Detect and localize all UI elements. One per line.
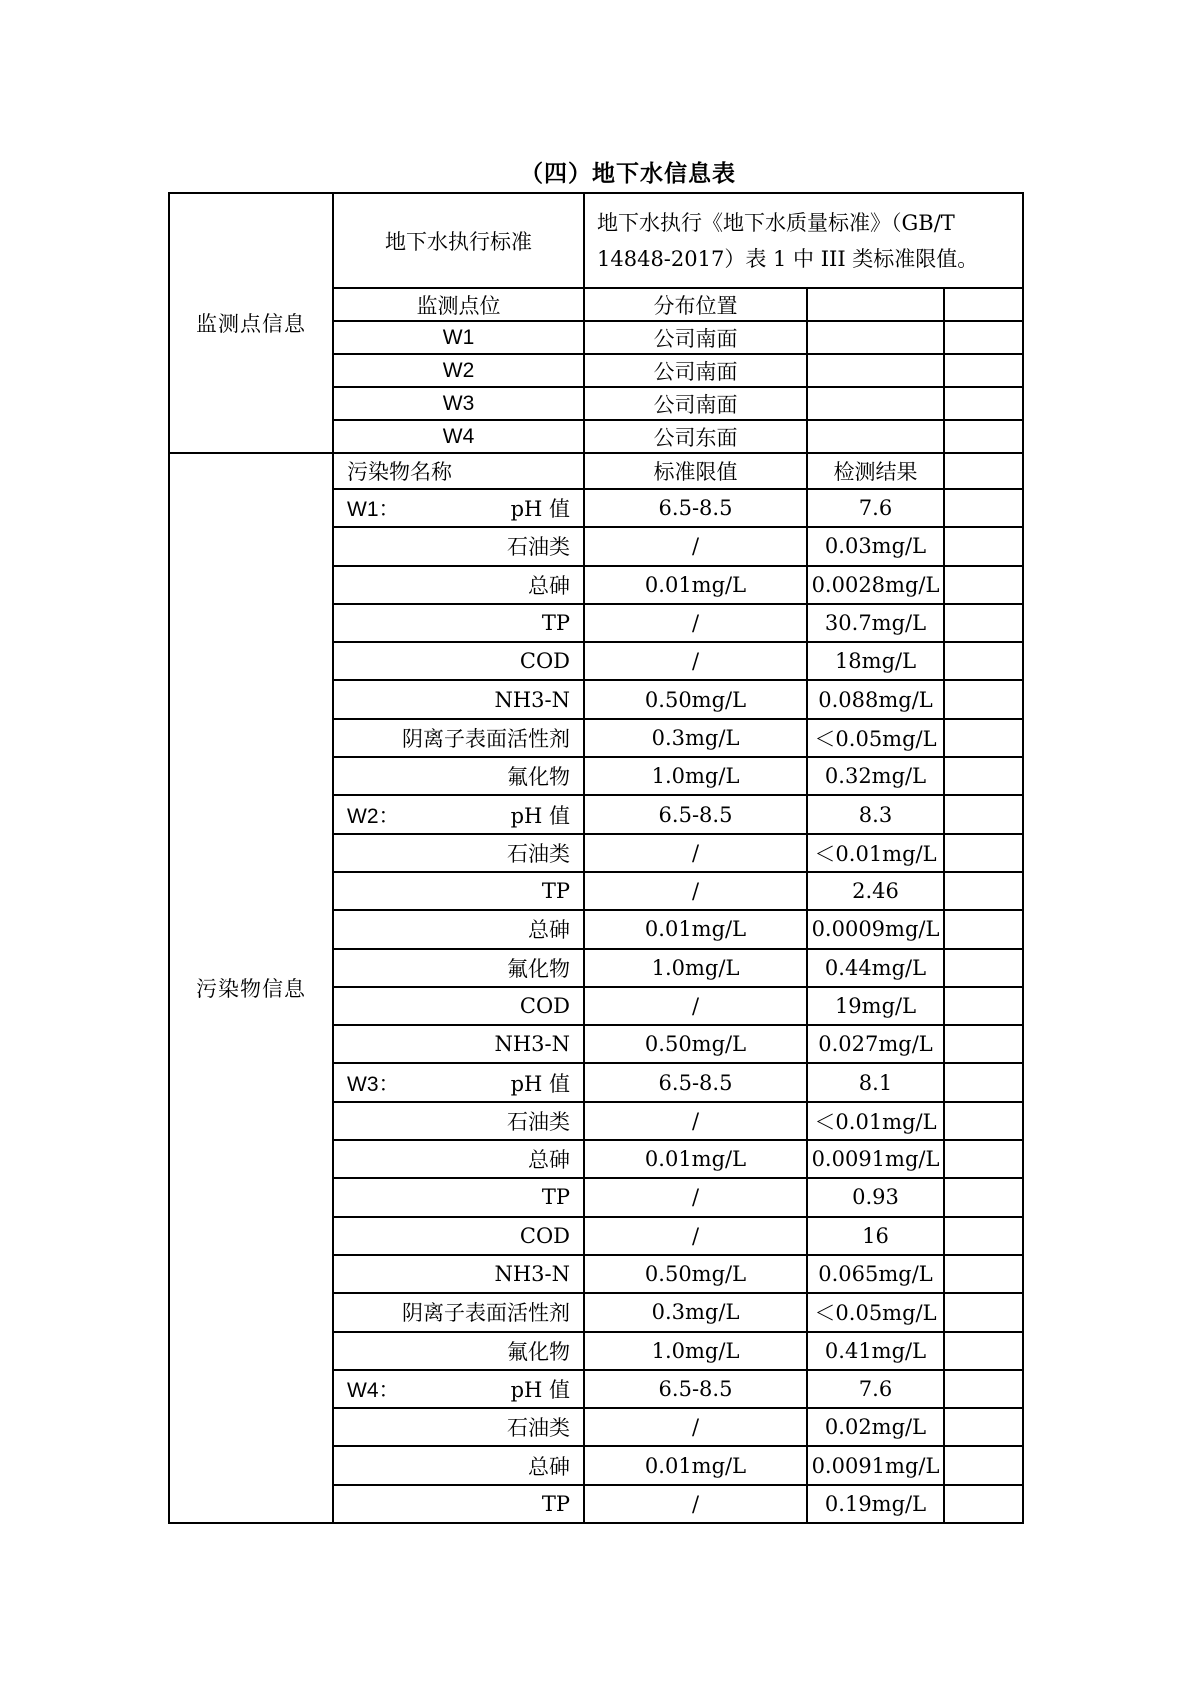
empty-cell: [944, 1408, 1023, 1446]
pollutant-name-cell: [333, 1370, 584, 1408]
group-label: W3：: [347, 1072, 400, 1096]
empty-cell: [944, 1102, 1023, 1140]
pollutant-name-wrap: [334, 1336, 583, 1366]
monitor-header-point: 监测点位: [333, 288, 584, 321]
monitor-header-location: 分布位置: [584, 288, 807, 321]
pollutant-name-cell: [333, 1217, 584, 1255]
pollutant-header-limit: 标准限值: [584, 453, 807, 489]
pollutant-name-cell: [333, 719, 584, 757]
pollutant-section: [169, 453, 1023, 1523]
pollutant-name-cell: [333, 1255, 584, 1293]
location-cell: 公司南面: [584, 354, 807, 387]
pollutant-name: pH 值: [510, 803, 570, 828]
pollutant-name: 总砷: [528, 1148, 570, 1173]
groundwater-info-table: [168, 192, 1024, 1524]
pollutant-name-cell: [333, 642, 584, 680]
empty-cell: [944, 910, 1023, 948]
pollutant-name-wrap: [334, 1262, 583, 1286]
result-cell: 0.02mg/L: [807, 1408, 944, 1446]
pollutant-name-wrap: [334, 1297, 583, 1327]
pollutant-name: NH3-N: [494, 687, 570, 712]
pollutant-name-cell: [333, 1293, 584, 1331]
pollutant-name: TP: [541, 1491, 570, 1516]
limit-cell: /: [584, 1408, 807, 1446]
limit-cell: /: [584, 1178, 807, 1216]
pollutant-name: pH 值: [510, 497, 570, 522]
pollutant-header-name: 污染物名称: [333, 453, 584, 489]
empty-cell: [807, 354, 944, 387]
limit-cell: /: [584, 642, 807, 680]
result-cell: 0.44mg/L: [807, 949, 944, 987]
pollutant-name-wrap: [334, 914, 583, 944]
empty-cell: [944, 1140, 1023, 1178]
point-cell: W2: [333, 354, 584, 387]
empty-cell: [944, 1178, 1023, 1216]
result-cell: 0.03mg/L: [807, 527, 944, 565]
pollutant-header-row: [169, 453, 1023, 489]
group-label: W4：: [347, 1378, 400, 1402]
result-cell: 0.19mg/L: [807, 1485, 944, 1523]
limit-cell: /: [584, 1217, 807, 1255]
empty-cell: [944, 321, 1023, 354]
pollutant-name-wrap: [334, 761, 583, 791]
empty-cell: [944, 949, 1023, 987]
empty-cell: [944, 288, 1023, 321]
empty-cell: [807, 288, 944, 321]
limit-cell: /: [584, 1485, 807, 1523]
result-cell: 0.32mg/L: [807, 757, 944, 795]
empty-cell: [944, 834, 1023, 872]
empty-cell: [944, 987, 1023, 1025]
pollutant-name-cell: [333, 834, 584, 872]
result-cell: 0.027mg/L: [807, 1025, 944, 1063]
pollutant-name: 石油类: [507, 1109, 570, 1134]
section-label-pollutant: 污染物信息: [169, 453, 333, 1523]
result-cell: 0.065mg/L: [807, 1255, 944, 1293]
empty-cell: [944, 420, 1023, 453]
limit-cell: /: [584, 527, 807, 565]
empty-cell: [944, 872, 1023, 910]
result-cell: ＜0.05mg/L: [807, 719, 944, 757]
pollutant-name-cell: [333, 872, 584, 910]
pollutant-name-wrap: [334, 953, 583, 983]
empty-cell: [944, 642, 1023, 680]
location-cell: 公司南面: [584, 321, 807, 354]
pollutant-name-wrap: [334, 611, 583, 635]
limit-cell: 0.01mg/L: [584, 1446, 807, 1484]
empty-cell: [944, 680, 1023, 718]
pollutant-name: 总砷: [528, 918, 570, 943]
limit-cell: 0.3mg/L: [584, 719, 807, 757]
pollutant-name: NH3-N: [494, 1262, 570, 1287]
result-cell: 0.088mg/L: [807, 680, 944, 718]
empty-cell: [944, 1446, 1023, 1484]
empty-cell: [807, 420, 944, 453]
page-title: （四）地下水信息表: [520, 160, 736, 187]
result-cell: ＜0.01mg/L: [807, 834, 944, 872]
limit-cell: /: [584, 604, 807, 642]
pollutant-name-cell: [333, 1178, 584, 1216]
empty-cell: [944, 795, 1023, 833]
pollutant-name: 氟化物: [507, 1339, 570, 1364]
pollutant-name-cell: [333, 1025, 584, 1063]
result-cell: 0.41mg/L: [807, 1332, 944, 1370]
point-cell: W1: [333, 321, 584, 354]
pollutant-header-result: 检测结果: [807, 453, 944, 489]
pollutant-name-cell: [333, 489, 584, 527]
pollutant-name-wrap: [334, 1451, 583, 1481]
result-cell: 7.6: [807, 1370, 944, 1408]
standard-row: [169, 193, 1023, 288]
pollutant-name: NH3-N: [494, 1032, 570, 1057]
pollutant-name-cell: [333, 527, 584, 565]
limit-cell: /: [584, 834, 807, 872]
limit-cell: 1.0mg/L: [584, 949, 807, 987]
pollutant-name-wrap: [334, 1032, 583, 1056]
pollutant-name: 氟化物: [507, 956, 570, 981]
result-cell: 0.93: [807, 1178, 944, 1216]
empty-cell: [944, 1063, 1023, 1101]
pollutant-name-wrap: [334, 1374, 583, 1404]
pollutant-name: 石油类: [507, 841, 570, 866]
limit-cell: /: [584, 1102, 807, 1140]
empty-cell: [944, 1293, 1023, 1331]
pollutant-name-wrap: [334, 531, 583, 561]
limit-cell: 0.50mg/L: [584, 680, 807, 718]
result-cell: 0.0091mg/L: [807, 1140, 944, 1178]
pollutant-name-cell: [333, 604, 584, 642]
empty-cell: [944, 604, 1023, 642]
pollutant-name-cell: [333, 795, 584, 833]
pollutant-name-wrap: [334, 1068, 583, 1098]
result-cell: 8.1: [807, 1063, 944, 1101]
limit-cell: 1.0mg/L: [584, 1332, 807, 1370]
pollutant-name-wrap: [334, 688, 583, 712]
pollutant-name-cell: [333, 1446, 584, 1484]
empty-cell: [944, 527, 1023, 565]
pollutant-name: 阴离子表面活性剂: [402, 726, 570, 751]
pollutant-name-wrap: [334, 1492, 583, 1516]
pollutant-name-wrap: [334, 800, 583, 830]
pollutant-name: COD: [519, 1223, 570, 1248]
result-cell: ＜0.01mg/L: [807, 1102, 944, 1140]
pollutant-name-cell: [333, 1408, 584, 1446]
pollutant-name-wrap: [334, 1185, 583, 1209]
result-cell: 0.0009mg/L: [807, 910, 944, 948]
pollutant-name-wrap: [334, 838, 583, 868]
empty-cell: [944, 1485, 1023, 1523]
limit-cell: /: [584, 987, 807, 1025]
pollutant-name: 总砷: [528, 1454, 570, 1479]
result-cell: 0.0091mg/L: [807, 1446, 944, 1484]
pollutant-name-cell: [333, 1063, 584, 1101]
empty-cell: [944, 354, 1023, 387]
pollutant-name: TP: [541, 879, 570, 904]
limit-cell: 6.5-8.5: [584, 795, 807, 833]
pollutant-name-cell: [333, 757, 584, 795]
pollutant-name-wrap: [334, 1224, 583, 1248]
pollutant-name: COD: [519, 994, 570, 1018]
section-label-monitoring: 监测点信息: [169, 193, 333, 453]
limit-cell: 0.01mg/L: [584, 1140, 807, 1178]
pollutant-name-cell: [333, 1485, 584, 1523]
limit-cell: 0.50mg/L: [584, 1255, 807, 1293]
limit-cell: 1.0mg/L: [584, 757, 807, 795]
limit-cell: 0.50mg/L: [584, 1025, 807, 1063]
result-cell: ＜0.05mg/L: [807, 1293, 944, 1331]
pollutant-name-cell: [333, 566, 584, 604]
empty-cell: [944, 719, 1023, 757]
pollutant-name-cell: [333, 987, 584, 1025]
result-cell: 8.3: [807, 795, 944, 833]
limit-cell: 6.5-8.5: [584, 1063, 807, 1101]
empty-cell: [944, 566, 1023, 604]
empty-cell: [944, 1255, 1023, 1293]
result-cell: 7.6: [807, 489, 944, 527]
result-cell: 2.46: [807, 872, 944, 910]
pollutant-name: COD: [519, 649, 570, 674]
pollutant-name-wrap: [334, 723, 583, 753]
pollutant-name-cell: [333, 1102, 584, 1140]
group-label: W1：: [347, 498, 400, 522]
location-cell: 公司东面: [584, 420, 807, 453]
pollutant-name-cell: [333, 949, 584, 987]
result-cell: 19mg/L: [807, 987, 944, 1025]
result-cell: 0.0028mg/L: [807, 566, 944, 604]
location-cell: 公司南面: [584, 387, 807, 420]
limit-cell: /: [584, 872, 807, 910]
empty-cell: [944, 489, 1023, 527]
pollutant-name: 石油类: [507, 535, 570, 560]
pollutant-name-wrap: [334, 570, 583, 600]
empty-cell: [944, 1025, 1023, 1063]
pollutant-name-wrap: [334, 649, 583, 673]
monitoring-section: [169, 193, 1023, 453]
result-cell: 16: [807, 1217, 944, 1255]
result-cell: 30.7mg/L: [807, 604, 944, 642]
pollutant-name-wrap: [334, 1106, 583, 1136]
pollutant-name-cell: [333, 910, 584, 948]
pollutant-name: TP: [541, 611, 570, 636]
empty-cell: [944, 1332, 1023, 1370]
pollutant-name-wrap: [334, 493, 583, 523]
limit-cell: 0.01mg/L: [584, 566, 807, 604]
pollutant-name-cell: [333, 680, 584, 718]
limit-cell: 0.3mg/L: [584, 1293, 807, 1331]
point-cell: W4: [333, 420, 584, 453]
pollutant-name: pH 值: [510, 1071, 570, 1096]
result-cell: 18mg/L: [807, 642, 944, 680]
pollutant-name: 氟化物: [507, 765, 570, 790]
pollutant-name-wrap: [334, 879, 583, 903]
empty-cell: [944, 1370, 1023, 1408]
limit-cell: 6.5-8.5: [584, 489, 807, 527]
pollutant-name: pH 值: [510, 1377, 570, 1402]
pollutant-name-wrap: [334, 994, 583, 1018]
empty-cell: [944, 1217, 1023, 1255]
empty-cell: [807, 321, 944, 354]
pollutant-name: 石油类: [507, 1416, 570, 1441]
standard-value-cell: 地下水执行《地下水质量标准》（GB/T 14848-2017）表 1 中 III 类标准限值。: [584, 193, 1023, 288]
pollutant-name: 阴离子表面活性剂: [402, 1301, 570, 1326]
pollutant-name: 总砷: [528, 573, 570, 598]
empty-cell: [944, 757, 1023, 795]
pollutant-name-wrap: [334, 1412, 583, 1442]
point-cell: W3: [333, 387, 584, 420]
empty-cell: [944, 453, 1023, 489]
pollutant-name-cell: [333, 1332, 584, 1370]
pollutant-name-wrap: [334, 1144, 583, 1174]
empty-cell: [807, 387, 944, 420]
empty-cell: [944, 387, 1023, 420]
limit-cell: 0.01mg/L: [584, 910, 807, 948]
group-label: W2：: [347, 804, 400, 828]
pollutant-name-cell: [333, 1140, 584, 1178]
limit-cell: 6.5-8.5: [584, 1370, 807, 1408]
standard-label-cell: 地下水执行标准: [333, 193, 584, 288]
pollutant-name: TP: [541, 1185, 570, 1210]
